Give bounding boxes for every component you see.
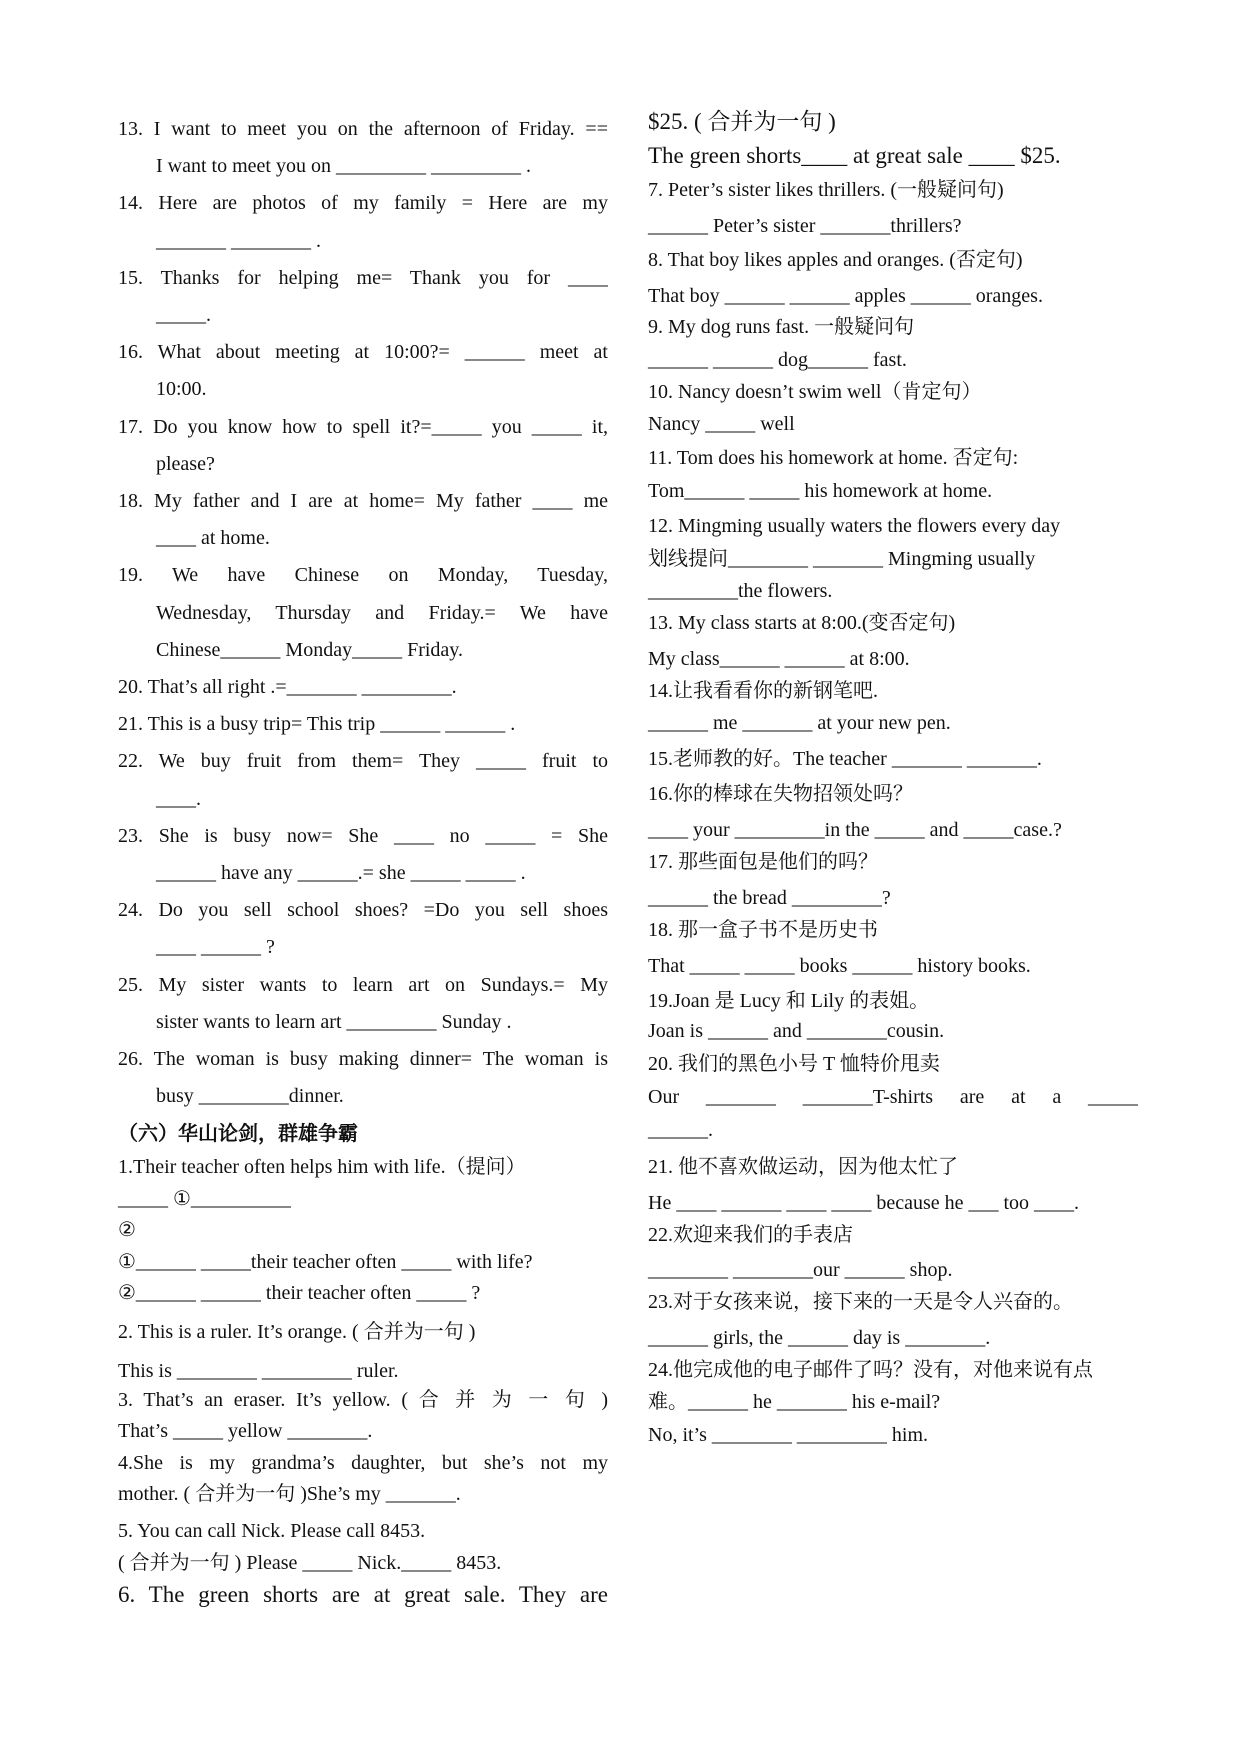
- exercise-line: 23.对于女孩来说，接下来的一天是令人兴奋的。: [648, 1291, 1073, 1313]
- exercise-line: busy _________dinner.: [156, 1085, 344, 1107]
- exercise-line: 25. My sister wants to learn art on Sundays.= My: [118, 974, 608, 996]
- exercise-line: 划线提问________ _______ Mingming usually: [648, 548, 1036, 570]
- exercise-line: Joan is ______ and ________cousin.: [648, 1020, 945, 1042]
- exercise-line: No, it’s ________ _________ him.: [648, 1424, 929, 1446]
- exercise-line: 26. The woman is busy making dinner= The woman is: [118, 1048, 608, 1070]
- exercise-line: 18. My father and I are at home= My father ____ me: [118, 490, 608, 512]
- exercise-line: 难。______ he _______ his e-mail?: [648, 1391, 941, 1413]
- exercise-line: ________ ________our ______ shop.: [648, 1259, 953, 1281]
- exercise-line: ______ ______ dog______ fast.: [648, 349, 907, 371]
- exercise-line: ②______ ______ their teacher often _____ ?: [118, 1282, 481, 1304]
- exercise-line: ( 合并为一句 ) Please _____ Nick._____ 8453.: [118, 1552, 502, 1574]
- exercise-line: mother. ( 合并为一句 )She’s my _______.: [118, 1483, 461, 1505]
- exercise-line: 7. Peter’s sister likes thrillers. (一般疑问句): [648, 179, 1004, 201]
- exercise-line: 9. My dog runs fast. 一般疑问句: [648, 316, 915, 338]
- exercise-line: （六）华山论剑，群雄争霸: [118, 1123, 358, 1145]
- exercise-line: ____ ______ ?: [156, 936, 275, 958]
- exercise-line: 24.他完成他的电子邮件了吗？没有，对他来说有点: [648, 1359, 1093, 1381]
- exercise-line: _________the flowers.: [648, 580, 833, 602]
- exercise-line: ______ have any ______.= she _____ _____ .: [156, 862, 526, 884]
- exercise-line: 12. Mingming usually waters the flowers every day: [648, 515, 1061, 537]
- exercise-line: 17. 那些面包是他们的吗？: [648, 851, 878, 873]
- exercise-line: Wednesday, Thursday and Friday.= We have: [156, 602, 608, 624]
- exercise-line: 15.老师教的好。The teacher _______ _______.: [648, 748, 1042, 770]
- exercise-line: ____ your _________in the _____ and _____case.?: [648, 819, 1062, 841]
- exercise-line: $25. ( 合并为一句 ): [648, 109, 836, 134]
- exercise-line: That _____ _____ books ______ history books.: [648, 955, 1031, 977]
- exercise-line: 8. That boy likes apples and oranges. (否定句): [648, 249, 1023, 271]
- exercise-line: 11. Tom does his homework at home. 否定句:: [648, 447, 1019, 469]
- exercise-line: ______.: [648, 1119, 713, 1141]
- exercise-line: Tom______ _____ his homework at home.: [648, 480, 993, 502]
- exercise-line: That boy ______ ______ apples ______ oranges.: [648, 285, 1043, 307]
- exercise-line: 4.She is my grandma’s daughter, but she’s not my: [118, 1452, 608, 1474]
- exercise-line: 21. 他不喜欢做运动，因为他太忙了: [648, 1156, 958, 1178]
- exercise-line: Our _______ _______T-shirts are at a _____: [648, 1086, 1138, 1108]
- exercise-line: 14.让我看看你的新钢笔吧.: [648, 680, 878, 702]
- exercise-line: _____ ①__________: [118, 1188, 291, 1210]
- exercise-line: ____.: [156, 788, 201, 810]
- exercise-line: 15. Thanks for helping me= Thank you for ____: [118, 267, 608, 289]
- exercise-line: 10:00.: [156, 378, 207, 400]
- exercise-line: 16.你的棒球在失物招领处吗？: [648, 783, 913, 805]
- exercise-line: 20. That’s all right .=_______ _________.: [118, 676, 457, 698]
- exercise-line: ______ the bread _________?: [648, 887, 891, 909]
- exercise-line: I want to meet you on _________ _________ .: [156, 155, 531, 177]
- exercise-line: 23. She is busy now= She ____ no _____ = She: [118, 825, 608, 847]
- exercise-line: _______ ________ .: [156, 230, 321, 252]
- exercise-line: This is ________ _________ ruler.: [118, 1360, 399, 1382]
- exercise-line: 14. Here are photos of my family = Here are my: [118, 192, 608, 214]
- exercise-line: 10. Nancy doesn’t swim well（肯定句）: [648, 381, 982, 403]
- exercise-line: ______ me _______ at your new pen.: [648, 712, 951, 734]
- exercise-line: ____ at home.: [156, 527, 270, 549]
- exercise-line: 13. My class starts at 8:00.(变否定句): [648, 612, 956, 634]
- exercise-line: 1.Their teacher often helps him with life.（提问）: [118, 1156, 526, 1178]
- exercise-line: 22.欢迎来我们的手表店: [648, 1224, 853, 1246]
- exercise-line: 2. This is a ruler. It’s orange. ( 合并为一句 ): [118, 1321, 476, 1343]
- exercise-line: 19. We have Chinese on Monday, Tuesday,: [118, 564, 608, 586]
- exercise-line: 19.Joan 是 Lucy 和 Lily 的表姐。: [648, 990, 930, 1012]
- exercise-line: 21. This is a busy trip= This trip ______ ______ .: [118, 713, 516, 735]
- exercise-line: 5. You can call Nick. Please call 8453.: [118, 1520, 426, 1542]
- exercise-line: ①______ _____their teacher often _____ with life?: [118, 1251, 533, 1273]
- exercise-line: ______ Peter’s sister _______thrillers?: [648, 215, 962, 237]
- exercise-line: 13. I want to meet you on the afternoon of Friday. ==: [118, 118, 608, 140]
- exercise-line: 6. The green shorts are at great sale. They are: [118, 1582, 608, 1607]
- exercise-line: sister wants to learn art _________ Sunday .: [156, 1011, 512, 1033]
- exercise-line: please?: [156, 453, 215, 475]
- exercise-line: 18. 那一盒子书不是历史书: [648, 919, 878, 941]
- exercise-line: Chinese______ Monday_____ Friday.: [156, 639, 464, 661]
- exercise-line: _____.: [156, 304, 211, 326]
- exercise-line: Nancy _____ well: [648, 413, 795, 435]
- exercise-line: 20. 我们的黑色小号 T 恤特价甩卖: [648, 1053, 940, 1075]
- exercise-line: My class______ ______ at 8:00.: [648, 648, 910, 670]
- exercise-line: He ____ ______ ____ ____ because he ___ too ____.: [648, 1192, 1080, 1214]
- exercise-line: 3. That’s an eraser. It’s yellow. ( 合 并 为 一 句 ): [118, 1389, 608, 1411]
- exercise-line: That’s _____ yellow ________.: [118, 1420, 373, 1442]
- exercise-line: 24. Do you sell school shoes? =Do you sell shoes: [118, 899, 608, 921]
- exercise-line: 22. We buy fruit from them= They _____ fruit to: [118, 750, 608, 772]
- exercise-line: ______ girls, the ______ day is ________.: [648, 1327, 991, 1349]
- exercise-line: 17. Do you know how to spell it?=_____ you _____ it,: [118, 416, 608, 438]
- exercise-line: 16. What about meeting at 10:00?= ______ meet at: [118, 341, 608, 363]
- exercise-line: ②: [118, 1219, 136, 1241]
- exercise-line: The green shorts____ at great sale ____ $25.: [648, 143, 1061, 168]
